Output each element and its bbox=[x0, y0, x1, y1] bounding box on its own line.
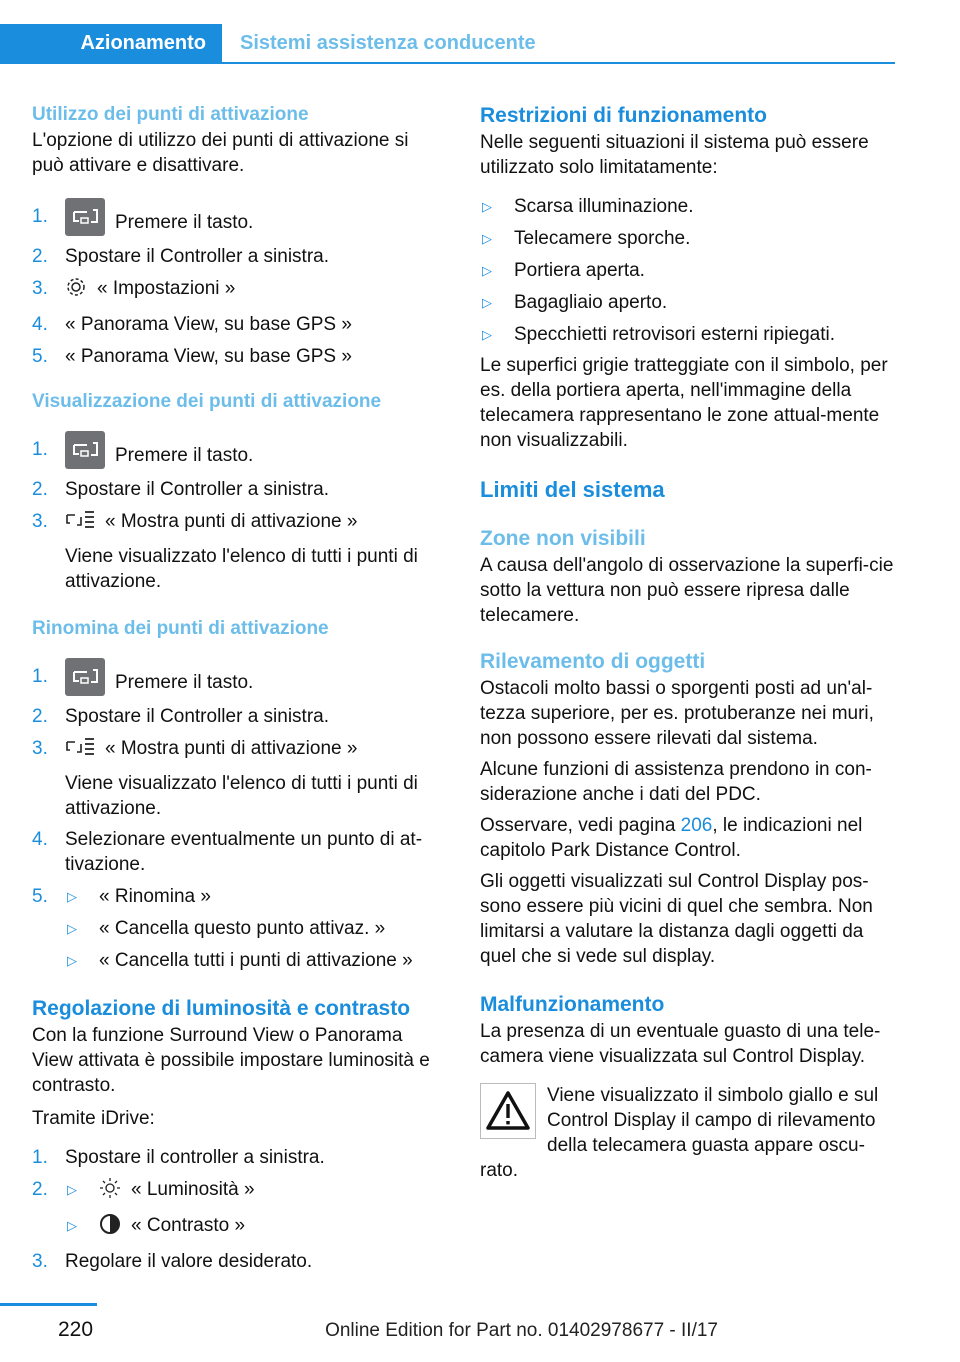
list-item: ▷ Portiera aperta. bbox=[482, 260, 645, 281]
sub-item: ▷ « Rinomina » bbox=[67, 886, 211, 907]
list-item: 3. « Impostazioni » bbox=[32, 276, 442, 305]
intro-utilizzo: L'opzione di utilizzo dei punti di attivazione si può attivare e disattivare. bbox=[32, 130, 409, 176]
camera-button-icon bbox=[65, 431, 105, 469]
list-item: 2. ▷ « Luminosità » ▷ « Contrasto » bbox=[32, 1177, 442, 1242]
triangle-bullet-icon: ▷ bbox=[482, 295, 492, 310]
triangle-bullet-icon: ▷ bbox=[67, 921, 77, 936]
list-item: ▷ Telecamere sporche. bbox=[482, 228, 691, 249]
heading-visualizzazione: Visualizzazione dei punti di attivazione bbox=[32, 391, 382, 412]
heading-rilevamento: Rilevamento di oggetti bbox=[480, 650, 706, 673]
triangle-bullet-icon: ▷ bbox=[67, 1182, 77, 1197]
text-malfunzionamento: La presenza di un eventuale guasto di una tele-camera viene visualizzata sul Control Display. bbox=[480, 1021, 881, 1067]
sub-list bbox=[65, 1177, 442, 1242]
warning-text-line: Viene visualizzato il simbolo giallo e sul bbox=[547, 1085, 879, 1106]
contrast-icon bbox=[99, 1213, 121, 1242]
list-item: 2. Spostare il Controller a sinistra. bbox=[32, 706, 329, 727]
list-item: 2. Spostare il Controller a sinistra. bbox=[32, 479, 329, 500]
activation-points-list-icon bbox=[65, 509, 95, 538]
sub-item: ▷ « Cancella tutti i punti di attivazione » bbox=[67, 950, 413, 971]
bullets-restrizioni bbox=[480, 194, 898, 347]
sub-item: ▷ « Contrasto » bbox=[65, 1213, 442, 1242]
heading-utilizzo: Utilizzo dei punti di attivazione bbox=[32, 104, 309, 125]
list-item: 1. Premere il tasto. bbox=[32, 431, 442, 469]
triangle-bullet-icon: ▷ bbox=[67, 1218, 77, 1233]
heading-zone: Zone non visibili bbox=[480, 527, 646, 550]
sub-item: ▷ « Luminosità » bbox=[65, 1177, 442, 1206]
camera-button-icon bbox=[65, 658, 105, 696]
list-item: 1. Premere il tasto. bbox=[32, 198, 442, 236]
steps-luminosita bbox=[32, 1145, 442, 1274]
section-tab[interactable]: Azionamento bbox=[0, 24, 222, 62]
heading-malfunzionamento: Malfunzionamento bbox=[480, 993, 665, 1016]
triangle-bullet-icon: ▷ bbox=[482, 327, 492, 342]
list-item: 3. « Mostra punti di attivazione » Viene visualizzato l'elenco di tutti i punti di attivazione. bbox=[32, 509, 442, 594]
warning-block bbox=[480, 1083, 898, 1181]
heading-rinomina: Rinomina dei punti di attivazione bbox=[32, 618, 329, 639]
sub-list bbox=[65, 884, 442, 973]
edition-text: Online Edition for Part no. 01402978677 - II/17 bbox=[325, 1320, 718, 1341]
list-item: 3. Regolare il valore desiderato. bbox=[32, 1251, 313, 1272]
step-note: Viene visualizzato l'elenco di tutti i punti di attivazione. bbox=[65, 773, 418, 819]
brightness-icon bbox=[99, 1177, 121, 1206]
triangle-bullet-icon: ▷ bbox=[67, 953, 77, 968]
gear-icon bbox=[65, 276, 87, 305]
left-column bbox=[32, 102, 442, 1274]
intro-luminosita: Con la funzione Surround View o Panorama View attivata è possibile impostare luminosità e contrasto. bbox=[32, 1025, 430, 1096]
activation-points-list-icon bbox=[65, 736, 95, 765]
text-rilevamento-4: Gli oggetti visualizzati sul Control Display pos-sono essere più vicini di quel che sembra. Non limitarsi a valutare la distanza dagli oggetti da quel che si vede sul display. bbox=[480, 871, 873, 967]
text-rilevamento-3: Osservare, vedi pagina 206, le indicazioni nel capitolo Park Distance Control. bbox=[480, 815, 863, 861]
list-item: 2. Spostare il Controller a sinistra. bbox=[32, 246, 329, 267]
triangle-bullet-icon: ▷ bbox=[482, 231, 492, 246]
page-number: 220 bbox=[58, 1318, 94, 1341]
heading-restrizioni: Restrizioni di funzionamento bbox=[480, 104, 767, 127]
header-bar bbox=[0, 24, 895, 64]
list-item: 3. « Mostra punti di attivazione » Viene visualizzato l'elenco di tutti i punti di attivazione. bbox=[32, 736, 442, 821]
triangle-bullet-icon: ▷ bbox=[67, 889, 77, 904]
list-item: 5. ▷ « Rinomina » ▷ « Cancella questo punto attivaz. » ▷ « Cancella tutti i punti di attivazione » bbox=[32, 884, 442, 973]
camera-button-icon bbox=[65, 198, 105, 236]
chapter-tab[interactable]: Sistemi assistenza conducente bbox=[240, 32, 536, 54]
intro2-luminosita: Tramite iDrive: bbox=[32, 1108, 155, 1129]
triangle-bullet-icon: ▷ bbox=[482, 263, 492, 278]
steps-visualizzazione bbox=[32, 431, 442, 594]
text-zone: A causa dell'angolo di osservazione la superfi-cie sotto la vettura non può essere ripresa dalle telecamere. bbox=[480, 555, 894, 626]
triangle-bullet-icon: ▷ bbox=[482, 199, 492, 214]
intro-restrizioni: Nelle seguenti situazioni il sistema può essere utilizzato solo limitatamente: bbox=[480, 132, 869, 178]
heading-limiti: Limiti del sistema bbox=[480, 477, 665, 502]
list-item: ▷ Bagagliaio aperto. bbox=[482, 292, 668, 313]
warning-text-line: Control Display il campo di rilevamento bbox=[547, 1110, 876, 1131]
list-item: ▷ Scarsa illuminazione. bbox=[482, 196, 694, 217]
warning-text-line: della telecamera guasta appare oscu- bbox=[547, 1135, 865, 1156]
step-note: Viene visualizzato l'elenco di tutti i punti di attivazione. bbox=[65, 546, 418, 592]
warning-text-line: rato. bbox=[480, 1160, 519, 1181]
footer-rule bbox=[0, 1303, 97, 1306]
outro-restrizioni: Le superfici grigie tratteggiate con il simbolo, per es. della portiera aperta, nell'immagine della telecamera rappresentano le zone attual-mente non visualizzabili. bbox=[480, 355, 888, 451]
steps-utilizzo bbox=[32, 198, 442, 369]
list-item: ▷ Specchietti retrovisori esterni ripiegati. bbox=[482, 324, 836, 345]
text-rilevamento-1: Ostacoli molto bassi o sporgenti posti ad un'al-tezza superiore, per es. protuberanze nei muri, non possono essere rilevati dal sistema. bbox=[480, 678, 874, 749]
warning-triangle-icon bbox=[480, 1083, 536, 1139]
list-item: 4. Selezionare eventualmente un punto di at-tivazione. bbox=[32, 829, 423, 875]
heading-luminosita: Regolazione di luminosità e contrasto bbox=[32, 997, 411, 1020]
list-item: 4. « Panorama View, su base GPS » bbox=[32, 314, 352, 335]
list-item: 1. Premere il tasto. bbox=[32, 658, 442, 696]
sub-item: ▷ « Cancella questo punto attivaz. » bbox=[67, 918, 386, 939]
text-rilevamento-2: Alcune funzioni di assistenza prendono in con-siderazione anche i dati del PDC. bbox=[480, 759, 872, 805]
steps-rinomina bbox=[32, 658, 442, 973]
page-link[interactable]: 206 bbox=[680, 815, 713, 836]
list-item: 1. Spostare il controller a sinistra. bbox=[32, 1147, 325, 1168]
list-item: 5. « Panorama View, su base GPS » bbox=[32, 346, 352, 367]
right-column bbox=[480, 102, 898, 1181]
